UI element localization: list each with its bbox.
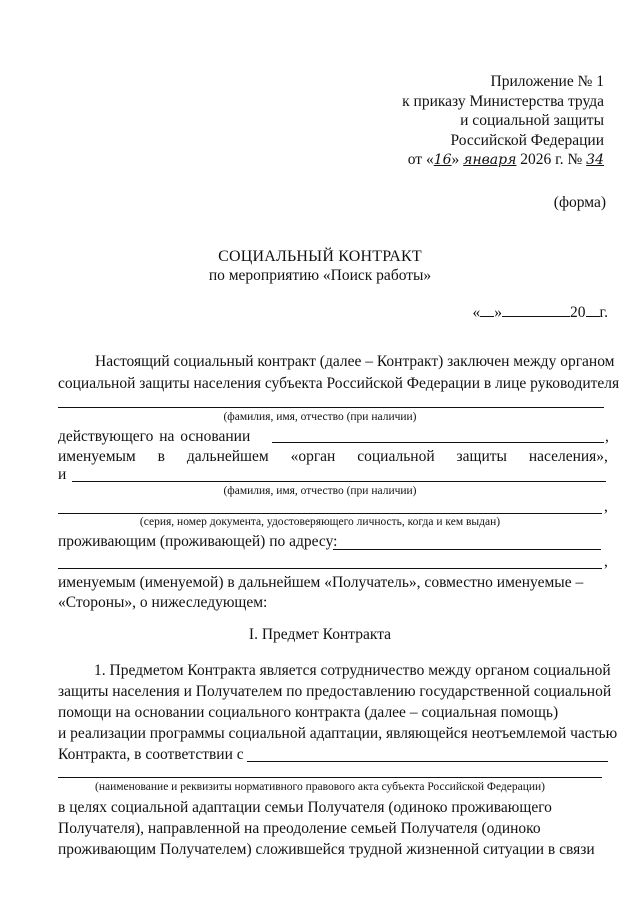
act-blank-2 — [58, 777, 602, 778]
address-blank-2 — [58, 568, 602, 569]
basis-blank — [272, 442, 604, 443]
contract-date-line: « » 20 г. — [472, 304, 608, 321]
fio-blank-2 — [72, 481, 606, 482]
p1-line-1: 1. Предметом Контракта является сотрудничество между органом социальной — [94, 662, 611, 679]
caption-act: (наименование и реквизиты нормативного правового акта субъекта Российской Федерации) — [94, 781, 546, 793]
appendix-date-line — [402, 150, 604, 171]
passport-blank — [58, 513, 602, 514]
date-prefix: от « — [407, 151, 434, 168]
appendix-order-ref: к приказу Министерства труда — [402, 92, 604, 110]
date-close-quote: » — [451, 151, 460, 168]
p1-line-5: Контракта, в соответствии с — [58, 746, 244, 763]
p2-line-3: проживающим Получателем) сложившейся трудной жизненной ситуации в связи — [58, 841, 595, 858]
p1-line-3: помощи на основании социального контракта (далее – социальная помощь) — [58, 704, 559, 721]
named-party-line: именуемым в дальнейшем «орган социальной защиты населения», — [58, 448, 608, 465]
p2-line-1: в целях социальной адаптации семьи Получателя (одиноко проживающего — [58, 799, 552, 816]
date-year-text: 2026 г. № — [520, 151, 583, 168]
and-conjunction: и — [58, 466, 67, 483]
day-blank — [480, 302, 494, 317]
residing-label: проживающим (проживающей) по адресу: — [58, 533, 338, 550]
month-blank — [502, 302, 570, 317]
act-blank-1 — [247, 761, 608, 762]
handwritten-month: января — [463, 152, 517, 168]
handwritten-day: 16 — [433, 152, 452, 168]
caption-fio-2: (фамилия, имя, отчество (при наличии) — [223, 485, 417, 497]
caption-passport: (серия, номер документа, удостоверяющего личность, когда и кем выдан) — [139, 516, 501, 528]
form-label: (форма) — [553, 194, 606, 211]
handwritten-order-number: 34 — [586, 152, 604, 168]
parties-line: «Стороны», о нижеследующем: — [58, 594, 268, 611]
document-subtitle: по мероприятию «Поиск работы» — [208, 267, 432, 284]
p1-line-2: защиты населения и Получателем по предоставлению государственной социальной — [58, 683, 612, 700]
document-title: СОЦИАЛЬНЫЙ КОНТРАКТ — [218, 248, 422, 265]
section-title: I. Предмет Контракта — [248, 626, 392, 643]
p1-line-4: и реализации программы социальной адаптации, являющейся неотъемлемой частью — [58, 725, 618, 742]
named-recipient-line: именуемым (именуемой) в дальнейшем «Получатель», совместно именуемые – — [58, 574, 584, 591]
fio-blank-1 — [58, 407, 604, 408]
address-blank-1 — [333, 549, 601, 550]
p2-line-2: Получателя), направленной на преодоление семьей Получателя (одиноко — [58, 820, 541, 837]
appendix-header — [402, 72, 604, 171]
acting-basis-label: действующего на основании — [58, 428, 251, 445]
year-blank — [586, 302, 600, 317]
intro-line-2: социальной защиты населения субъекта Российской Федерации в лице руководителя — [58, 375, 620, 392]
caption-fio-1: (фамилия, имя, отчество (при наличии) — [223, 411, 417, 423]
appendix-number: Приложение № 1 — [490, 73, 604, 90]
appendix-ministry-line: и социальной защиты — [460, 112, 604, 129]
document-page: Приложение № 1 к приказу Министерства труда и социальной защиты Российской Федерации от «16» января 2026 г. № 34 (форма) СОЦИАЛЬНЫЙ КОНТРАКТ по мероприятию «Поиск работы» « » 20 г. Настоящий социальный контракт (далее – Контракт) заключен между органом социальной защиты населения субъекта Российской Федерации в лице руководителя (фамилия, имя, отчество (при наличии) действующего на основании , именуемым в дальнейшем «орган социальной защиты населения», и (фамилия, имя, отчество (при наличии) , (серия, номер документа, удостоверяющего личность, когда и кем выдан) проживающим (проживающей) по адресу: , именуемым (именуемой) в дальнейшем «Получатель», совместно именуемые – «Стороны», о нижеследующем: I. Предмет Контракта 1. Предметом Контракта является сотрудничество между органом социальной защиты населения и Получателем по предоставлению государственной социальной помощи на основании социального контракта (далее – социальная помощь) и реализации программы социальной адаптации, являющейся неотъемлемой частью Контракта, в соответствии с (наименование и реквизиты нормативного правового акта субъекта Российской Федерации) в целях социальной адаптации семьи Получателя (одиноко проживающего Получателя), направленной на преодоление семьей Получателя (одиноко проживающим Получателем) сложившейся трудной жизненной ситуации в связи — [0, 0, 640, 911]
appendix-country: Российской Федерации — [450, 131, 604, 149]
intro-line-1: Настоящий социальный контракт (далее – Контракт) заключен между органом — [95, 353, 615, 370]
